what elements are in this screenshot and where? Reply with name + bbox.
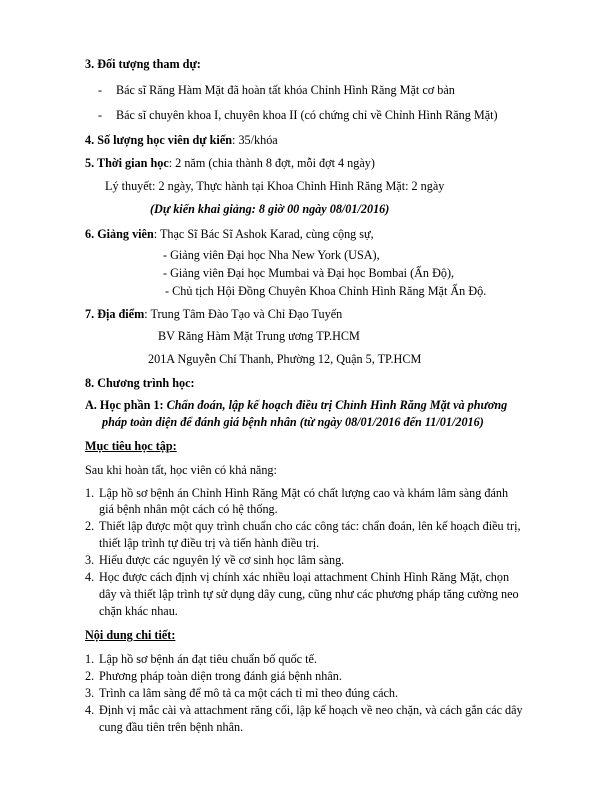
objective-2-text-1: Thiết lập được một quy trình chuẩn cho các công tác: chẩn đoán, lên kế hoạch điều trị, bbox=[99, 519, 521, 533]
detail-3-line-1 bbox=[85, 685, 398, 701]
detail-2-text-1: Phương pháp toàn diện trong đánh giá bệnh nhân. bbox=[99, 669, 342, 683]
detail-2-line-1 bbox=[85, 668, 342, 684]
objective-2-line-2: thiết lập trình tự điều trị và tiến hành điều trị. bbox=[99, 536, 320, 550]
section-6-value: : Thạc Sĩ Bác Sĩ Ashok Karad, cùng cộng sự, bbox=[153, 227, 374, 241]
objective-4-num: 4. bbox=[85, 570, 95, 584]
objective-4-line-1 bbox=[85, 569, 509, 585]
section-4 bbox=[85, 132, 278, 148]
section-5-opening: (Dự kiến khai giảng: 8 giờ 00 ngày 08/01/2016) bbox=[150, 202, 390, 216]
section-3-heading: 3. Đối tượng tham dự: bbox=[85, 57, 201, 71]
part-a-title-line-2: pháp toàn diện để đánh giá bệnh nhân (từ ngày 08/01/2016 đến 11/01/2016) bbox=[102, 415, 484, 429]
section-6 bbox=[85, 226, 374, 242]
section-7-line-3: 201A Nguyễn Chí Thanh, Phường 12, Quận 5, TP.HCM bbox=[148, 352, 422, 366]
detail-2-num: 2. bbox=[85, 669, 95, 683]
section-4-value: : 35/khóa bbox=[232, 133, 278, 147]
section-5-label: 5. Thời gian học bbox=[85, 156, 169, 170]
detail-4-line-1 bbox=[85, 702, 523, 718]
section-3-item-2-text: Bác sĩ chuyên khoa I, chuyên khoa II (có chứng chỉ về Chỉnh Hình Răng Mặt) bbox=[116, 108, 498, 122]
section-3-item-1-text: Bác sĩ Răng Hàm Mặt đã hoàn tất khóa Chỉnh Hình Răng Mặt cơ bản bbox=[116, 83, 455, 97]
part-a-title-1: Chẩn đoán, lập kế hoạch điều trị Chỉnh Hình Răng Mặt và phương bbox=[166, 398, 508, 412]
objective-3-text-1: Hiểu được các nguyên lý về cơ sinh học lâm sàng. bbox=[99, 553, 345, 567]
objectives-heading: Mục tiêu học tập: bbox=[85, 439, 177, 453]
detail-1-line-1 bbox=[85, 651, 317, 667]
section-8-heading: 8. Chương trình học: bbox=[85, 376, 195, 390]
section-7-label: 7. Địa điểm bbox=[85, 307, 145, 321]
section-6-label: 6. Giảng viên bbox=[85, 227, 154, 241]
objective-1-line-1 bbox=[85, 485, 508, 501]
section-7-line-2: BV Răng Hàm Mặt Trung ương TP.HCM bbox=[158, 329, 360, 343]
objective-4-text-1: Học được cách định vị chính xác nhiều loại attachment Chỉnh Hình Răng Mặt, chọn bbox=[99, 570, 510, 584]
section-5-value: : 2 năm (chia thành 8 đợt, mỗi đợt 4 ngày) bbox=[168, 156, 375, 170]
section-6-item-2: - Giảng viên Đại học Mumbai và Đại học Bombai (Ấn Độ), bbox=[163, 266, 455, 280]
objective-1-text-1: Lập hồ sơ bệnh án Chỉnh Hình Răng Mặt có chất lượng cao và khám lâm sàng đánh bbox=[99, 486, 509, 500]
objective-2-line-1 bbox=[85, 518, 521, 534]
objective-3-num: 3. bbox=[85, 553, 95, 567]
section-3-item-2: - Bác sĩ chuyên khoa I, chuyên khoa II (có chứng chỉ về Chỉnh Hình Răng Mặt) bbox=[98, 108, 498, 122]
objective-1-num: 1. bbox=[85, 486, 95, 500]
objectives-intro: Sau khi hoàn tất, học viên có khả năng: bbox=[85, 463, 277, 477]
objective-4-line-3: chặn khác nhau. bbox=[99, 604, 178, 618]
detail-3-num: 3. bbox=[85, 686, 95, 700]
part-a-prefix: A. Học phần 1: bbox=[85, 398, 167, 412]
section-5 bbox=[85, 155, 375, 171]
section-6-item-3: - Chủ tịch Hội Đồng Chuyên Khoa Chỉnh Hình Răng Mặt Ấn Độ. bbox=[165, 284, 487, 298]
section-7-value: : Trung Tâm Đào Tạo và Chỉ Đạo Tuyến bbox=[144, 307, 343, 321]
detail-1-num: 1. bbox=[85, 652, 95, 666]
section-7 bbox=[85, 306, 342, 322]
objective-4-line-2: dây và thiết lập trình tự sử dụng dây cung, cũng như các phương pháp tăng cường neo bbox=[99, 587, 519, 601]
objective-1-line-2: giá bệnh nhân một cách có hệ thống. bbox=[99, 502, 278, 516]
objective-3-line-1 bbox=[85, 552, 344, 568]
detail-3-text-1: Trình ca lâm sàng để mô tả ca một cách tỉ mỉ theo đúng cách. bbox=[99, 686, 399, 700]
detail-4-text-1: Định vị mắc cài và attachment răng cối, lập kế hoạch về neo chặn, và cách gắn các dây bbox=[99, 703, 523, 717]
details-heading: Nội dung chi tiết: bbox=[85, 628, 176, 642]
section-3-item-1: - Bác sĩ Răng Hàm Mặt đã hoàn tất khóa Chỉnh Hình Răng Mặt cơ bản bbox=[98, 83, 455, 97]
objective-2-num: 2. bbox=[85, 519, 95, 533]
part-a-title-line-1 bbox=[85, 397, 507, 413]
detail-4-line-2: cung đầu tiên trên bệnh nhân. bbox=[99, 720, 244, 734]
section-5-detail: Lý thuyết: 2 ngày, Thực hành tại Khoa Chỉnh Hình Răng Mặt: 2 ngày bbox=[105, 179, 445, 193]
section-4-label: 4. Số lượng học viên dự kiến bbox=[85, 133, 233, 147]
section-6-item-1: - Giảng viên Đại học Nha New York (USA), bbox=[163, 248, 380, 262]
detail-1-text-1: Lập hồ sơ bệnh án đạt tiêu chuẩn bố quốc tế. bbox=[99, 652, 317, 666]
detail-4-num: 4. bbox=[85, 703, 95, 717]
